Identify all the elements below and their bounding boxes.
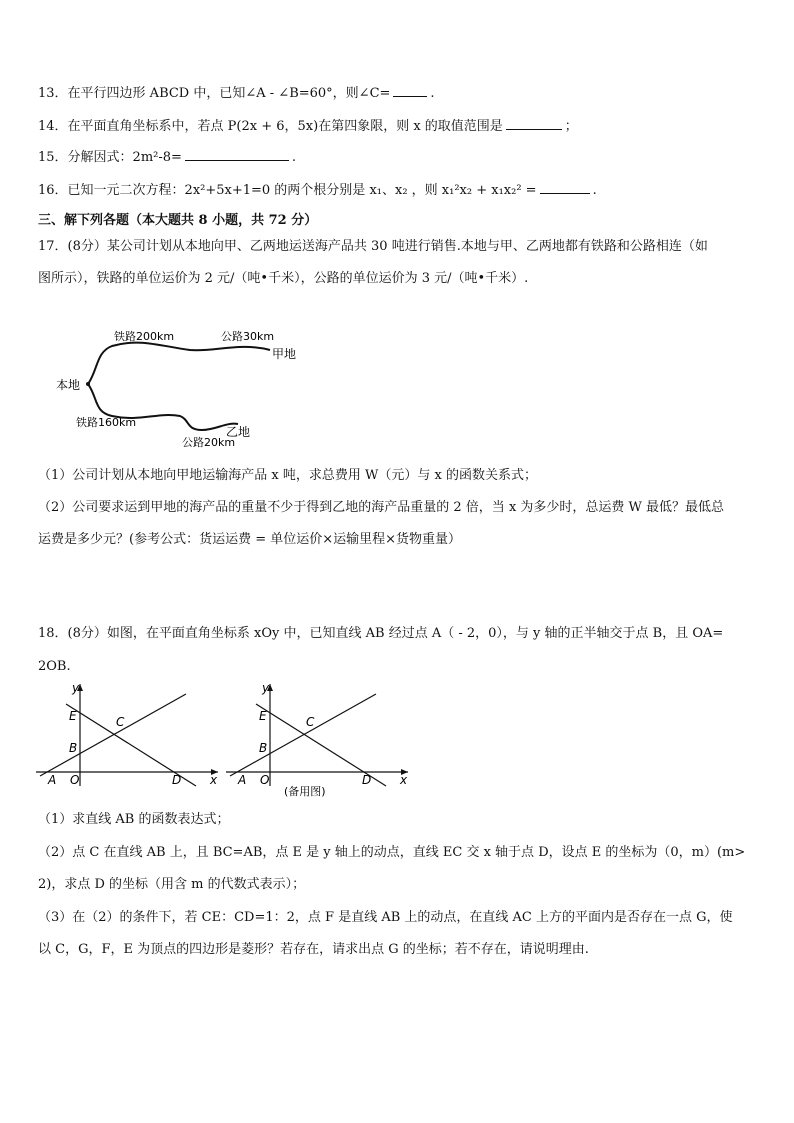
question-13 [38,83,435,103]
q17-part-2-line-1: （2）公司要求运到甲地的海产品的重量不少于得到乙地的海产品重量的 2 倍，当 x 为多少时，总运费 W 最低？最低总 [38,500,725,515]
route-map-svg [40,312,310,452]
label-c: C [306,715,315,729]
label-d: D [362,773,372,787]
dest-a-label: 甲地 [272,347,297,361]
coordinate-figure-main [36,678,226,792]
label-o: O [70,773,80,787]
q15-text: 15．分解因式：2m²-8= [38,150,182,165]
q13-end: . [430,86,435,101]
label-a: A [238,773,247,787]
q15-blank [185,147,289,161]
label-y: y [72,681,80,695]
label-x: x [210,773,218,787]
q16-blank [540,180,590,194]
origin-dot [86,382,90,386]
label-b: B [69,741,78,755]
transport-route-map [40,312,310,456]
line-ab [40,694,186,776]
q17-line-2: 图所示），铁路的单位运价为 2 元/（吨•千米），公路的单位运价为 3 元/（吨•千米）. [38,271,529,286]
label-a: A [48,773,57,787]
q17-line-1: 17．(8分）某公司计划从本地向甲、乙两地运送海产品共 30 吨进行销售.本地与甲、乙两地都有铁路和公路相连（如 [38,239,708,254]
road-a-label: 公路30km [221,330,275,343]
q18-part-1: （1）求直线 AB 的函数表达式； [38,812,230,827]
label-b: B [259,741,268,755]
q17-part-2-line-2: 运费是多少元？(参考公式：货运运费 = 单位运价×运输里程×货物重量） [38,532,462,547]
question-14 [38,116,578,136]
q18-part-2-line-1: （2）点 C 在直线 AB 上，且 BC=AB，点 E 是 y 轴上的动点，直线 EC 交 x 轴于点 D，设点 E 的坐标为（0，m）(m> [38,845,746,860]
q17-part-1: （1）公司计划从本地向甲地运输海产品 x 吨，求总费用 W（元）与 x 的函数关系式； [38,468,537,483]
q15-end: . [291,150,297,165]
q13-blank [393,83,427,97]
coordinate-figure-backup [226,678,416,804]
q18-line-2: 2OB. [38,659,71,674]
q18-line-1: 18．(8分）如图，在平面直角坐标系 xOy 中，已知直线 AB 经过点 A（ - 2，0），与 y 轴的正半轴交于点 B，且 OA= [38,626,724,641]
origin-label: 本地 [56,378,81,392]
q18-part-3-line-2: 以 C，G，F，E 为顶点的四边形是菱形？若存在，请求出点 G 的坐标；若不存在，请说明理由. [38,942,589,957]
question-15 [38,147,296,167]
upper-route-path [88,343,270,384]
label-y: y [262,681,270,695]
figure-backup-svg [226,678,416,800]
label-o: O [260,773,270,787]
line-ab [230,694,376,776]
road-b-label: 公路20km [182,436,236,449]
q14-text: 14．在平面直角坐标系中，若点 P(2x + 6，5x)在第四象限，则 x 的取值范围是 [38,119,503,134]
q16-text: 16．已知一元二次方程：2x²+5x+1=0 的两个根分别是 x₁、x₂ ，则 x₁²x₂ + x₁x₂² = [38,183,537,198]
section-heading: 三、解下列各题（本大题共 8 小题，共 72 分） [38,213,318,228]
backup-caption: (备用图) [284,785,326,798]
rail-b-label: 铁路160km [76,416,137,429]
q16-end: . [592,183,597,198]
q13-text: 13．在平行四边形 ABCD 中，已知∠A - ∠B=60°，则∠C= [38,86,391,101]
question-16 [38,180,597,200]
q14-blank [506,116,562,130]
label-e: E [259,709,267,723]
dest-b-label: 乙地 [226,425,251,439]
q14-end: ； [564,119,578,134]
label-e: E [69,709,77,723]
q18-part-2-line-2: 2)，求点 D 的坐标（用含 m 的代数式表示）； [38,877,306,892]
label-x: x [400,773,408,787]
figure-main-svg [36,678,226,788]
rail-a-label: 铁路200km [114,330,175,343]
q18-part-3-line-1: （3）在（2）的条件下，若 CE：CD=1：2，点 F 是直线 AB 上的动点，在直线 AC 上方的平面内是否存在一点 G，使 [38,910,733,925]
label-c: C [116,715,125,729]
label-d: D [172,773,182,787]
